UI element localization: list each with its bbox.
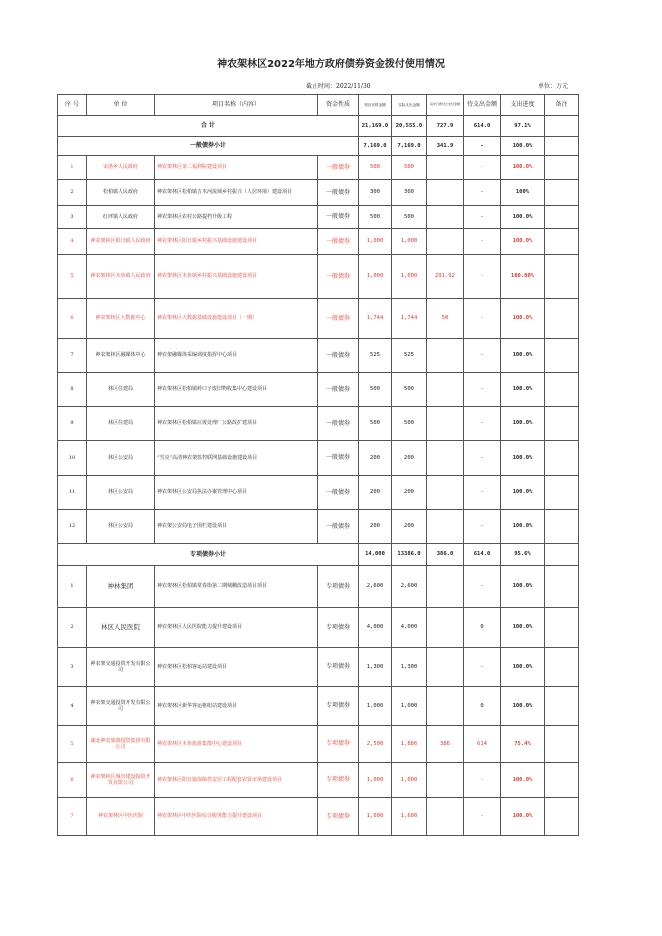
cell-arranged: 1,000 bbox=[359, 229, 392, 255]
cell-paid: 291.92 bbox=[427, 255, 464, 299]
cell-seq: 4 bbox=[58, 229, 87, 255]
cell-remark bbox=[545, 373, 579, 407]
table-row bbox=[58, 407, 579, 441]
cell-unit: 神农架林区城市建设投资开发有限公司 bbox=[87, 763, 155, 798]
cell-progress: 100.0% bbox=[501, 648, 545, 687]
cell-unit: 神农架林区中医医院 bbox=[87, 798, 155, 836]
cell-actual: 200 bbox=[392, 441, 427, 476]
cell-project: 神农架林区中医医院综合服务能力提升建设项目 bbox=[155, 798, 318, 836]
cell-seq: 11 bbox=[58, 476, 87, 510]
cell-project: 神农架林区人民医院能力提升建设项目 bbox=[155, 608, 318, 648]
cell-project: 神农架林区第二福利院建设项目 bbox=[155, 156, 318, 180]
cell-progress: 100.0% bbox=[501, 608, 545, 648]
table-row bbox=[58, 441, 579, 476]
special-subtotal-actual: 13386.0 bbox=[392, 544, 427, 566]
cell-paid bbox=[427, 566, 464, 608]
cell-seq: 4 bbox=[58, 687, 87, 726]
cell-project: 神农架公安局电子围栏建设项目 bbox=[155, 510, 318, 544]
cell-progress: 100% bbox=[501, 180, 545, 206]
cell-project: 神农架林区公安局执法办案管理中心项目 bbox=[155, 476, 318, 510]
cell-actual: 200 bbox=[392, 510, 427, 544]
cell-paid bbox=[427, 180, 464, 206]
cell-actual: 1,000 bbox=[392, 229, 427, 255]
cell-seq: 10 bbox=[58, 441, 87, 476]
cell-pending: 0 bbox=[464, 687, 501, 726]
cell-unit: 林区公安局 bbox=[87, 510, 155, 544]
general-subtotal-row bbox=[58, 137, 579, 156]
cell-arranged: 1,000 bbox=[359, 687, 392, 726]
cell-pending: - bbox=[464, 566, 501, 608]
cell-pending: - bbox=[464, 299, 501, 339]
cell-pending: - bbox=[464, 339, 501, 373]
table-row bbox=[58, 229, 579, 255]
cell-pending: - bbox=[464, 156, 501, 180]
general-subtotal-label: 一般债券小计 bbox=[58, 137, 359, 156]
cell-seq: 2 bbox=[58, 180, 87, 206]
cell-unit: 神农架林区木鱼镇人民政府 bbox=[87, 255, 155, 299]
cell-remark bbox=[545, 687, 579, 726]
cell-nature: 专项债券 bbox=[318, 566, 359, 608]
cell-paid bbox=[427, 476, 464, 510]
cell-remark bbox=[545, 206, 579, 229]
cell-progress: 100.0% bbox=[501, 476, 545, 510]
cell-seq: 2 bbox=[58, 608, 87, 648]
cell-seq: 7 bbox=[58, 798, 87, 836]
cell-remark bbox=[545, 255, 579, 299]
cell-seq: 1 bbox=[58, 566, 87, 608]
cell-paid bbox=[427, 648, 464, 687]
cell-arranged: 1,600 bbox=[359, 798, 392, 836]
cell-paid bbox=[427, 798, 464, 836]
cell-pending: - bbox=[464, 229, 501, 255]
cell-paid bbox=[427, 687, 464, 726]
cell-progress: 100.0% bbox=[501, 798, 545, 836]
cell-nature: 一般债券 bbox=[318, 510, 359, 544]
cell-arranged: 4,000 bbox=[359, 608, 392, 648]
cell-unit: 林区公安局 bbox=[87, 441, 155, 476]
table-row bbox=[58, 510, 579, 544]
general-subtotal-paid: 341.9 bbox=[427, 137, 464, 156]
table-row bbox=[58, 798, 579, 836]
cell-unit: 林区人民医院 bbox=[87, 608, 155, 648]
table-row bbox=[58, 648, 579, 687]
header-project: 项目名称（内容） bbox=[155, 95, 318, 116]
cell-arranged: 1,000 bbox=[359, 255, 392, 299]
cell-progress: 100.0% bbox=[501, 339, 545, 373]
cell-remark bbox=[545, 441, 579, 476]
cell-progress: 75.4% bbox=[501, 726, 545, 763]
cell-unit: 林区住建局 bbox=[87, 373, 155, 407]
cell-pending: - bbox=[464, 510, 501, 544]
table-row bbox=[58, 299, 579, 339]
cell-unit: 红坪镇人民政府 bbox=[87, 206, 155, 229]
table-row bbox=[58, 339, 579, 373]
cell-nature: 一般债券 bbox=[318, 180, 359, 206]
cell-nature: 一般债券 bbox=[318, 206, 359, 229]
cell-nature: 一般债券 bbox=[318, 407, 359, 441]
cell-pending: 0 bbox=[464, 608, 501, 648]
cell-paid bbox=[427, 373, 464, 407]
cell-nature: 一般债券 bbox=[318, 255, 359, 299]
cell-unit: 神农架林区融媒体中心 bbox=[87, 339, 155, 373]
cell-remark bbox=[545, 763, 579, 798]
page-title: 神农架林区2022年地方政府债券资金拨付使用情况 bbox=[217, 59, 445, 70]
cell-remark bbox=[545, 648, 579, 687]
cell-pending: - bbox=[464, 798, 501, 836]
header-progress: 支出进度 bbox=[501, 95, 545, 116]
header-seq: 序 号 bbox=[58, 95, 87, 116]
cell-seq: 8 bbox=[58, 373, 87, 407]
cell-remark bbox=[545, 156, 579, 180]
header-row bbox=[58, 95, 579, 116]
cell-paid bbox=[427, 407, 464, 441]
cell-progress: 100.0% bbox=[501, 299, 545, 339]
cell-paid bbox=[427, 206, 464, 229]
cell-nature: 专项债券 bbox=[318, 608, 359, 648]
header-nature: 资金性质 bbox=[318, 95, 359, 116]
cell-arranged: 1,300 bbox=[359, 648, 392, 687]
cell-seq: 3 bbox=[58, 206, 87, 229]
cell-nature: 专项债券 bbox=[318, 687, 359, 726]
cell-arranged: 200 bbox=[359, 510, 392, 544]
cell-project: 神农架林区新华客运枢纽站建设项目 bbox=[155, 687, 318, 726]
cell-actual: 525 bbox=[392, 339, 427, 373]
cell-pending: - bbox=[464, 441, 501, 476]
table-row bbox=[58, 206, 579, 229]
cell-arranged: 2,600 bbox=[359, 566, 392, 608]
cell-unit: 湖北神农旅游投资集团有限公司 bbox=[87, 726, 155, 763]
cell-progress: 100.0% bbox=[501, 373, 545, 407]
cell-remark bbox=[545, 476, 579, 510]
cell-arranged: 500 bbox=[359, 206, 392, 229]
cell-project: 神农架林区松柏客运站建设项目 bbox=[155, 648, 318, 687]
table-row bbox=[58, 608, 579, 648]
cell-paid bbox=[427, 339, 464, 373]
special-subtotal-pending: 614.0 bbox=[464, 544, 501, 566]
cell-arranged: 2,500 bbox=[359, 726, 392, 763]
cell-unit: 神农架林区大数据中心 bbox=[87, 299, 155, 339]
as-of-date: 截止时间：2022/11/30 bbox=[306, 83, 371, 90]
cell-unit: 神农架林区阳日镇人民政府 bbox=[87, 229, 155, 255]
cell-unit: 神农架交通投资开发有限公司 bbox=[87, 648, 155, 687]
cell-paid: 50 bbox=[427, 299, 464, 339]
total-progress: 97.1% bbox=[501, 116, 545, 137]
cell-actual: 1,886 bbox=[392, 726, 427, 763]
cell-project: 神农架林区松柏镇岭口子废旧物收集中心建设项目 bbox=[155, 373, 318, 407]
cell-remark bbox=[545, 299, 579, 339]
bond-fund-table bbox=[57, 94, 579, 836]
cell-seq: 5 bbox=[58, 726, 87, 763]
cell-nature: 一般债券 bbox=[318, 339, 359, 373]
cell-remark bbox=[545, 180, 579, 206]
cell-nature: 一般债券 bbox=[318, 156, 359, 180]
cell-project: 神农架林区松柏镇吉木河流域乡村振兴（人居环境）建设项目 bbox=[155, 180, 318, 206]
cell-actual: 1,000 bbox=[392, 763, 427, 798]
cell-nature: 专项债券 bbox=[318, 763, 359, 798]
header-arranged: 项目安排金额 bbox=[359, 95, 392, 116]
cell-remark bbox=[545, 510, 579, 544]
special-subtotal-arranged: 14,000 bbox=[359, 544, 392, 566]
cell-project: 神农架林区木鱼旅游集散中心建设项目 bbox=[155, 726, 318, 763]
cell-actual: 300 bbox=[392, 180, 427, 206]
cell-project: “雪亮”高清神农架监控联网基础设施建设项目 bbox=[155, 441, 318, 476]
cell-actual: 1,744 bbox=[392, 299, 427, 339]
cell-unit: 宋洛乡人民政府 bbox=[87, 156, 155, 180]
cell-remark bbox=[545, 229, 579, 255]
total-paid: 727.9 bbox=[427, 116, 464, 137]
cell-paid: 386 bbox=[427, 726, 464, 763]
cell-nature: 专项债券 bbox=[318, 798, 359, 836]
table-row bbox=[58, 156, 579, 180]
cell-unit: 林区公安局 bbox=[87, 476, 155, 510]
cell-seq: 3 bbox=[58, 648, 87, 687]
cell-progress: 100.0% bbox=[501, 763, 545, 798]
cell-project: 神农架林区松柏镇垃圾处理厂公路改扩建项目 bbox=[155, 407, 318, 441]
cell-nature: 一般债券 bbox=[318, 476, 359, 510]
cell-arranged: 1,744 bbox=[359, 299, 392, 339]
cell-remark bbox=[545, 407, 579, 441]
cell-project: 神农架林区木鱼镇乡村振兴基础设施建设项目 bbox=[155, 255, 318, 299]
cell-remark bbox=[545, 608, 579, 648]
cell-project: 神农架林区大数据基础设施建设项目（一期） bbox=[155, 299, 318, 339]
cell-actual: 1,300 bbox=[392, 648, 427, 687]
cell-unit: 松柏镇人民政府 bbox=[87, 180, 155, 206]
cell-progress: 100.0% bbox=[501, 407, 545, 441]
cell-paid bbox=[427, 156, 464, 180]
special-subtotal-progress: 95.6% bbox=[501, 544, 545, 566]
unit-label: 单位：万元 bbox=[538, 83, 569, 90]
cell-actual: 500 bbox=[392, 206, 427, 229]
cell-project: 神农架融媒体采编调度指挥中心项目 bbox=[155, 339, 318, 373]
cell-arranged: 1,000 bbox=[359, 763, 392, 798]
general-subtotal-pending: - bbox=[464, 137, 501, 156]
cell-pending: - bbox=[464, 180, 501, 206]
cell-unit: 神农架交通投资开发有限公司 bbox=[87, 687, 155, 726]
cell-project: 神农架林区农村公路提档升级工程 bbox=[155, 206, 318, 229]
cell-seq: 1 bbox=[58, 156, 87, 180]
cell-seq: 12 bbox=[58, 510, 87, 544]
cell-remark bbox=[545, 798, 579, 836]
cell-progress: 100.0% bbox=[501, 566, 545, 608]
cell-arranged: 500 bbox=[359, 407, 392, 441]
cell-progress: 100.0% bbox=[501, 510, 545, 544]
cell-actual: 4,000 bbox=[392, 608, 427, 648]
cell-nature: 一般债券 bbox=[318, 373, 359, 407]
cell-arranged: 200 bbox=[359, 441, 392, 476]
cell-arranged: 300 bbox=[359, 180, 392, 206]
cell-progress: 100.00% bbox=[501, 255, 545, 299]
cell-unit: 林区住建局 bbox=[87, 407, 155, 441]
cell-arranged: 500 bbox=[359, 156, 392, 180]
table-row bbox=[58, 476, 579, 510]
cell-nature: 一般债券 bbox=[318, 229, 359, 255]
cell-actual: 500 bbox=[392, 373, 427, 407]
cell-seq: 7 bbox=[58, 339, 87, 373]
cell-actual: 200 bbox=[392, 476, 427, 510]
cell-paid bbox=[427, 229, 464, 255]
cell-remark bbox=[545, 726, 579, 763]
cell-seq: 6 bbox=[58, 299, 87, 339]
cell-pending: 614 bbox=[464, 726, 501, 763]
cell-actual: 1,000 bbox=[392, 687, 427, 726]
cell-seq: 5 bbox=[58, 255, 87, 299]
cell-pending: - bbox=[464, 373, 501, 407]
general-subtotal-actual: 7,169.0 bbox=[392, 137, 427, 156]
cell-project: 神农架林区松柏镇常春街第二期城棚改造项目项目 bbox=[155, 566, 318, 608]
total-remark bbox=[545, 116, 579, 137]
cell-paid bbox=[427, 608, 464, 648]
cell-paid bbox=[427, 510, 464, 544]
special-subtotal-remark bbox=[545, 544, 579, 566]
cell-remark bbox=[545, 339, 579, 373]
cell-actual: 1,000 bbox=[392, 255, 427, 299]
cell-actual: 500 bbox=[392, 156, 427, 180]
cell-progress: 100.0% bbox=[501, 206, 545, 229]
cell-nature: 一般债券 bbox=[318, 299, 359, 339]
cell-arranged: 525 bbox=[359, 339, 392, 373]
table-row bbox=[58, 566, 579, 608]
general-subtotal-arranged: 7,169.0 bbox=[359, 137, 392, 156]
cell-pending: - bbox=[464, 648, 501, 687]
total-pending: 614.0 bbox=[464, 116, 501, 137]
cell-nature: 一般债券 bbox=[318, 441, 359, 476]
total-label: 合 计 bbox=[58, 116, 359, 137]
table-row bbox=[58, 180, 579, 206]
cell-seq: 6 bbox=[58, 763, 87, 798]
general-subtotal-progress: 100.0% bbox=[501, 137, 545, 156]
total-row bbox=[58, 116, 579, 137]
header-actual: 实际支出金额 bbox=[392, 95, 427, 116]
table-row bbox=[58, 255, 579, 299]
cell-seq: 9 bbox=[58, 407, 87, 441]
cell-nature: 专项债券 bbox=[318, 648, 359, 687]
table-body bbox=[58, 116, 579, 836]
cell-paid bbox=[427, 441, 464, 476]
total-actual: 20,555.0 bbox=[392, 116, 427, 137]
cell-progress: 100.0% bbox=[501, 229, 545, 255]
cell-progress: 100.0% bbox=[501, 441, 545, 476]
cell-nature: 专项债券 bbox=[318, 726, 359, 763]
cell-arranged: 200 bbox=[359, 476, 392, 510]
cell-pending: - bbox=[464, 255, 501, 299]
cell-pending: - bbox=[464, 476, 501, 510]
table-row bbox=[58, 687, 579, 726]
cell-pending: - bbox=[464, 763, 501, 798]
cell-progress: 100.0% bbox=[501, 156, 545, 180]
general-subtotal-remark bbox=[545, 137, 579, 156]
cell-paid bbox=[427, 763, 464, 798]
special-subtotal-row bbox=[58, 544, 579, 566]
cell-actual: 1,600 bbox=[392, 798, 427, 836]
header-unit: 单 位 bbox=[87, 95, 155, 116]
table-row bbox=[58, 763, 579, 798]
cell-project: 神农架林区阳日镇乡村振兴基础设施建设项目 bbox=[155, 229, 318, 255]
total-arranged: 21,169.0 bbox=[359, 116, 392, 137]
header-pending: 待支出金额 bbox=[464, 95, 501, 116]
cell-progress: 100.0% bbox=[501, 687, 545, 726]
cell-project: 神农架林区阳日镇保障性安居工程配套农贸市场建设项目 bbox=[155, 763, 318, 798]
special-subtotal-label: 专项债券小计 bbox=[58, 544, 359, 566]
special-subtotal-paid: 386.0 bbox=[427, 544, 464, 566]
header-paid: 其中已拨付已支付金额 bbox=[427, 95, 464, 116]
header-remark: 备注 bbox=[545, 95, 579, 116]
cell-pending: - bbox=[464, 206, 501, 229]
cell-pending: - bbox=[464, 407, 501, 441]
cell-remark bbox=[545, 566, 579, 608]
cell-actual: 500 bbox=[392, 407, 427, 441]
table-row bbox=[58, 726, 579, 763]
cell-arranged: 500 bbox=[359, 373, 392, 407]
table-row bbox=[58, 373, 579, 407]
cell-unit: 神林集团 bbox=[87, 566, 155, 608]
cell-actual: 2,600 bbox=[392, 566, 427, 608]
